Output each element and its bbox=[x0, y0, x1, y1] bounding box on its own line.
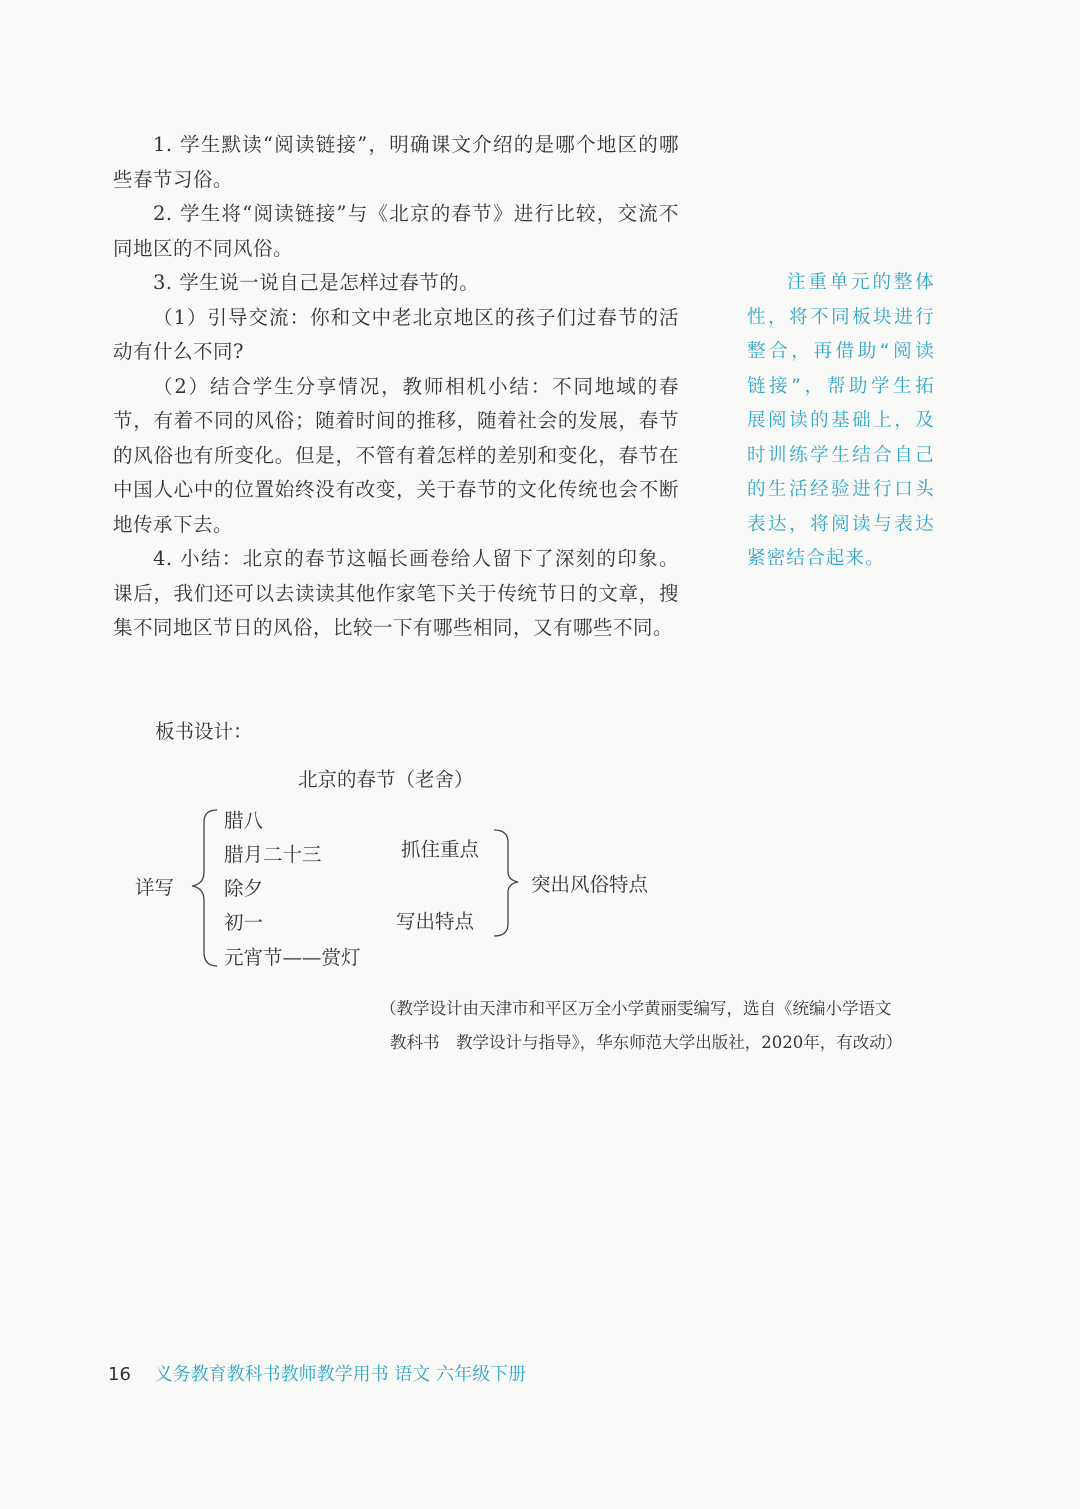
board-item: 腊月二十三 bbox=[224, 843, 322, 866]
board-middle-label: 抓住重点 bbox=[401, 838, 480, 861]
paragraph-3-2: （2）结合学生分享情况，教师相机小结：不同地域的春节，有着不同的风俗；随着时间的推移，随着社会的发展，春节的风俗也有所变化。但是，不管有着怎样的差别和变化，春节在中国人心中的位置始终没有改变，关于春节的文化传统也会不断地传承下去。 bbox=[113, 374, 679, 536]
main-text bbox=[113, 128, 679, 646]
paragraph-1: 1. 学生默读“阅读链接”，明确课文介绍的是哪个地区的哪些春节习俗。 bbox=[113, 133, 679, 191]
page-number: 16 bbox=[108, 1364, 131, 1385]
paragraph-4: 4. 小结：北京的春节这幅长画卷给人留下了深刻的印象。课后，我们还可以去读读其他作家笔下关于传统节日的文章，搜集不同地区节日的风俗，比较一下有哪些相同，又有哪些不同。 bbox=[113, 547, 679, 639]
source-line-1: （教学设计由天津市和平区万全小学黄丽雯编写，选自《统编小学语文 bbox=[380, 999, 892, 1018]
source-line-2: 教科书 教学设计与指导》，华东师范大学出版社，2020年，有改动） bbox=[390, 1033, 903, 1052]
left-brace bbox=[192, 810, 217, 966]
margin-note-text: 注重单元的整体性，将不同板块进行整合，再借助“阅读链接”，帮助学生拓展阅读的基础上，及时训练学生结合自己的生活经验进行口头表达，将阅读与表达紧密结合起来。 bbox=[747, 272, 935, 569]
paragraph-2: 2. 学生将“阅读链接”与《北京的春节》进行比较，交流不同地区的不同风俗。 bbox=[113, 202, 679, 260]
board-item: 初一 bbox=[224, 911, 264, 934]
board-left-label: 详写 bbox=[135, 876, 175, 899]
board-result: 突出风俗特点 bbox=[531, 873, 649, 896]
page-footer bbox=[108, 1360, 526, 1386]
board-title: 北京的春节（老舍） bbox=[298, 768, 474, 791]
book-title: 义务教育教科书教师教学用书 语文 六年级下册 bbox=[154, 1364, 527, 1385]
board-middle-label: 写出特点 bbox=[396, 910, 475, 933]
right-brace bbox=[494, 830, 518, 936]
board-design-heading: 板书设计： bbox=[155, 720, 253, 743]
board-item: 腊八 bbox=[224, 809, 264, 832]
paragraph-3: 3. 学生说一说自己是怎样过春节的。 bbox=[153, 271, 480, 294]
source-citation bbox=[380, 992, 940, 1060]
margin-note bbox=[747, 266, 935, 577]
board-item: 元宵节——赏灯 bbox=[224, 946, 361, 969]
paragraph-3-1: （1）引导交流：你和文中老北京地区的孩子们过春节的活动有什么不同? bbox=[113, 305, 679, 363]
board-item: 除夕 bbox=[224, 877, 264, 900]
